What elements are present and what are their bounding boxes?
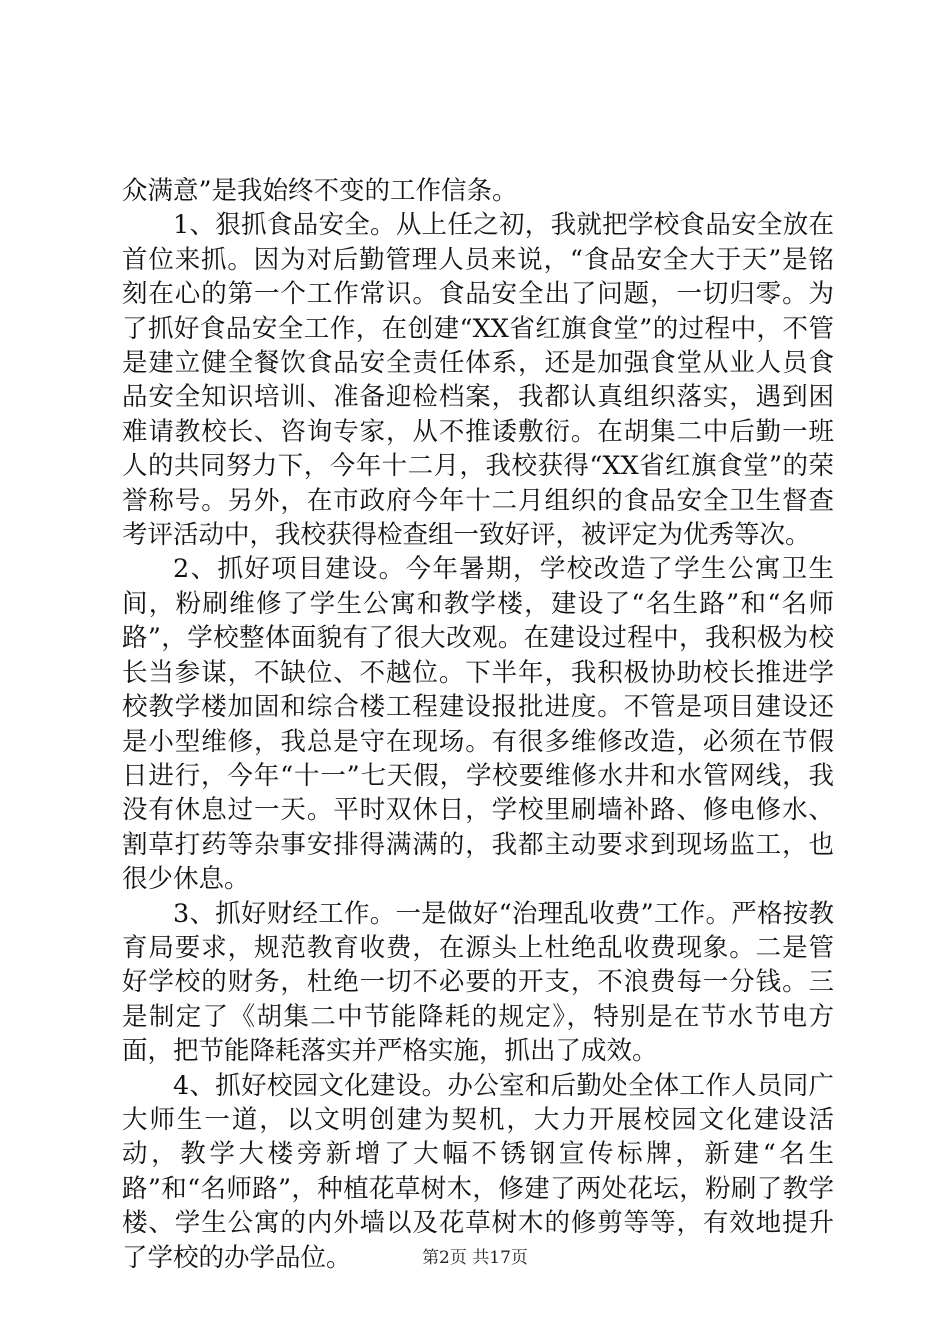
paragraph-continuation: 众满意”是我始终不变的工作信条。 xyxy=(122,176,518,206)
document-body xyxy=(122,174,834,1275)
paragraph-campus-culture: 4、抓好校园文化建设。办公室和后勤处全体工作人员同广大师生一道，以文明创建为契机，大力开展校园文化建设活动，教学大楼旁新增了大幅不锈钢宣传标牌，新建“名生路”和“名师路”，种植花草树木，修建了两处花坛，粉刷了教学楼、学生公寓的内外墙以及花草树木的修剪等等，有效地提升了学校的办学品位。 xyxy=(122,1070,834,1273)
paragraph-finance-work: 3、抓好财经工作。一是做好“治理乱收费”工作。严格按教育局要求，规范教育收费，在源头上杜绝乱收费现象。二是管好学校的财务，杜绝一切不必要的开支，不浪费每一分钱。三是制定了《胡集二中节能降耗的规定》，特别是在节水节电方面，把节能降耗落实并严格实施，抓出了成效。 xyxy=(122,898,834,1067)
paragraph-project-construction: 2、抓好项目建设。今年暑期，学校改造了学生公寓卫生间，粉刷维修了学生公寓和教学楼，建设了“名生路”和“名师路”，学校整体面貌有了很大改观。在建设过程中，我积极为校长当参谋，不缺位、不越位。下半年，我积极协助校长推进学校教学楼加固和综合楼工程建设报批进度。不管是项目建设还是小型维修，我总是守在现场。有很多维修改造，必须在节假日进行，今年“十一”七天假，学校要维修水井和水管网线，我没有休息过一天。平时双休日，学校里刷墙补路、修电修水、割草打药等杂事安排得满满的，我都主动要求到现场监工，也很少休息。 xyxy=(122,554,834,895)
paragraph-food-safety: 1、狠抓食品安全。从上任之初，我就把学校食品安全放在首位来抓。因为对后勤管理人员来说，“食品安全大于天”是铭刻在心的第一个工作常识。食品安全出了问题，一切归零。为了抓好食品安全工作，在创建“XX省红旗食堂”的过程中，不管是建立健全餐饮食品安全责任体系，还是加强食堂从业人员食品安全知识培训、准备迎检档案，我都认真组织落实，遇到困难请教校长、咨询专家，从不推诿敷衍。在胡集二中后勤一班人的共同努力下，今年十二月，我校获得“XX省红旗食堂”的荣誉称号。另外，在市政府今年十二月组织的食品安全卫生督查考评活动中，我校获得检查组一致好评，被评定为优秀等次。 xyxy=(122,210,834,551)
page-number-footer: 第2页 共17页 xyxy=(422,1248,528,1268)
